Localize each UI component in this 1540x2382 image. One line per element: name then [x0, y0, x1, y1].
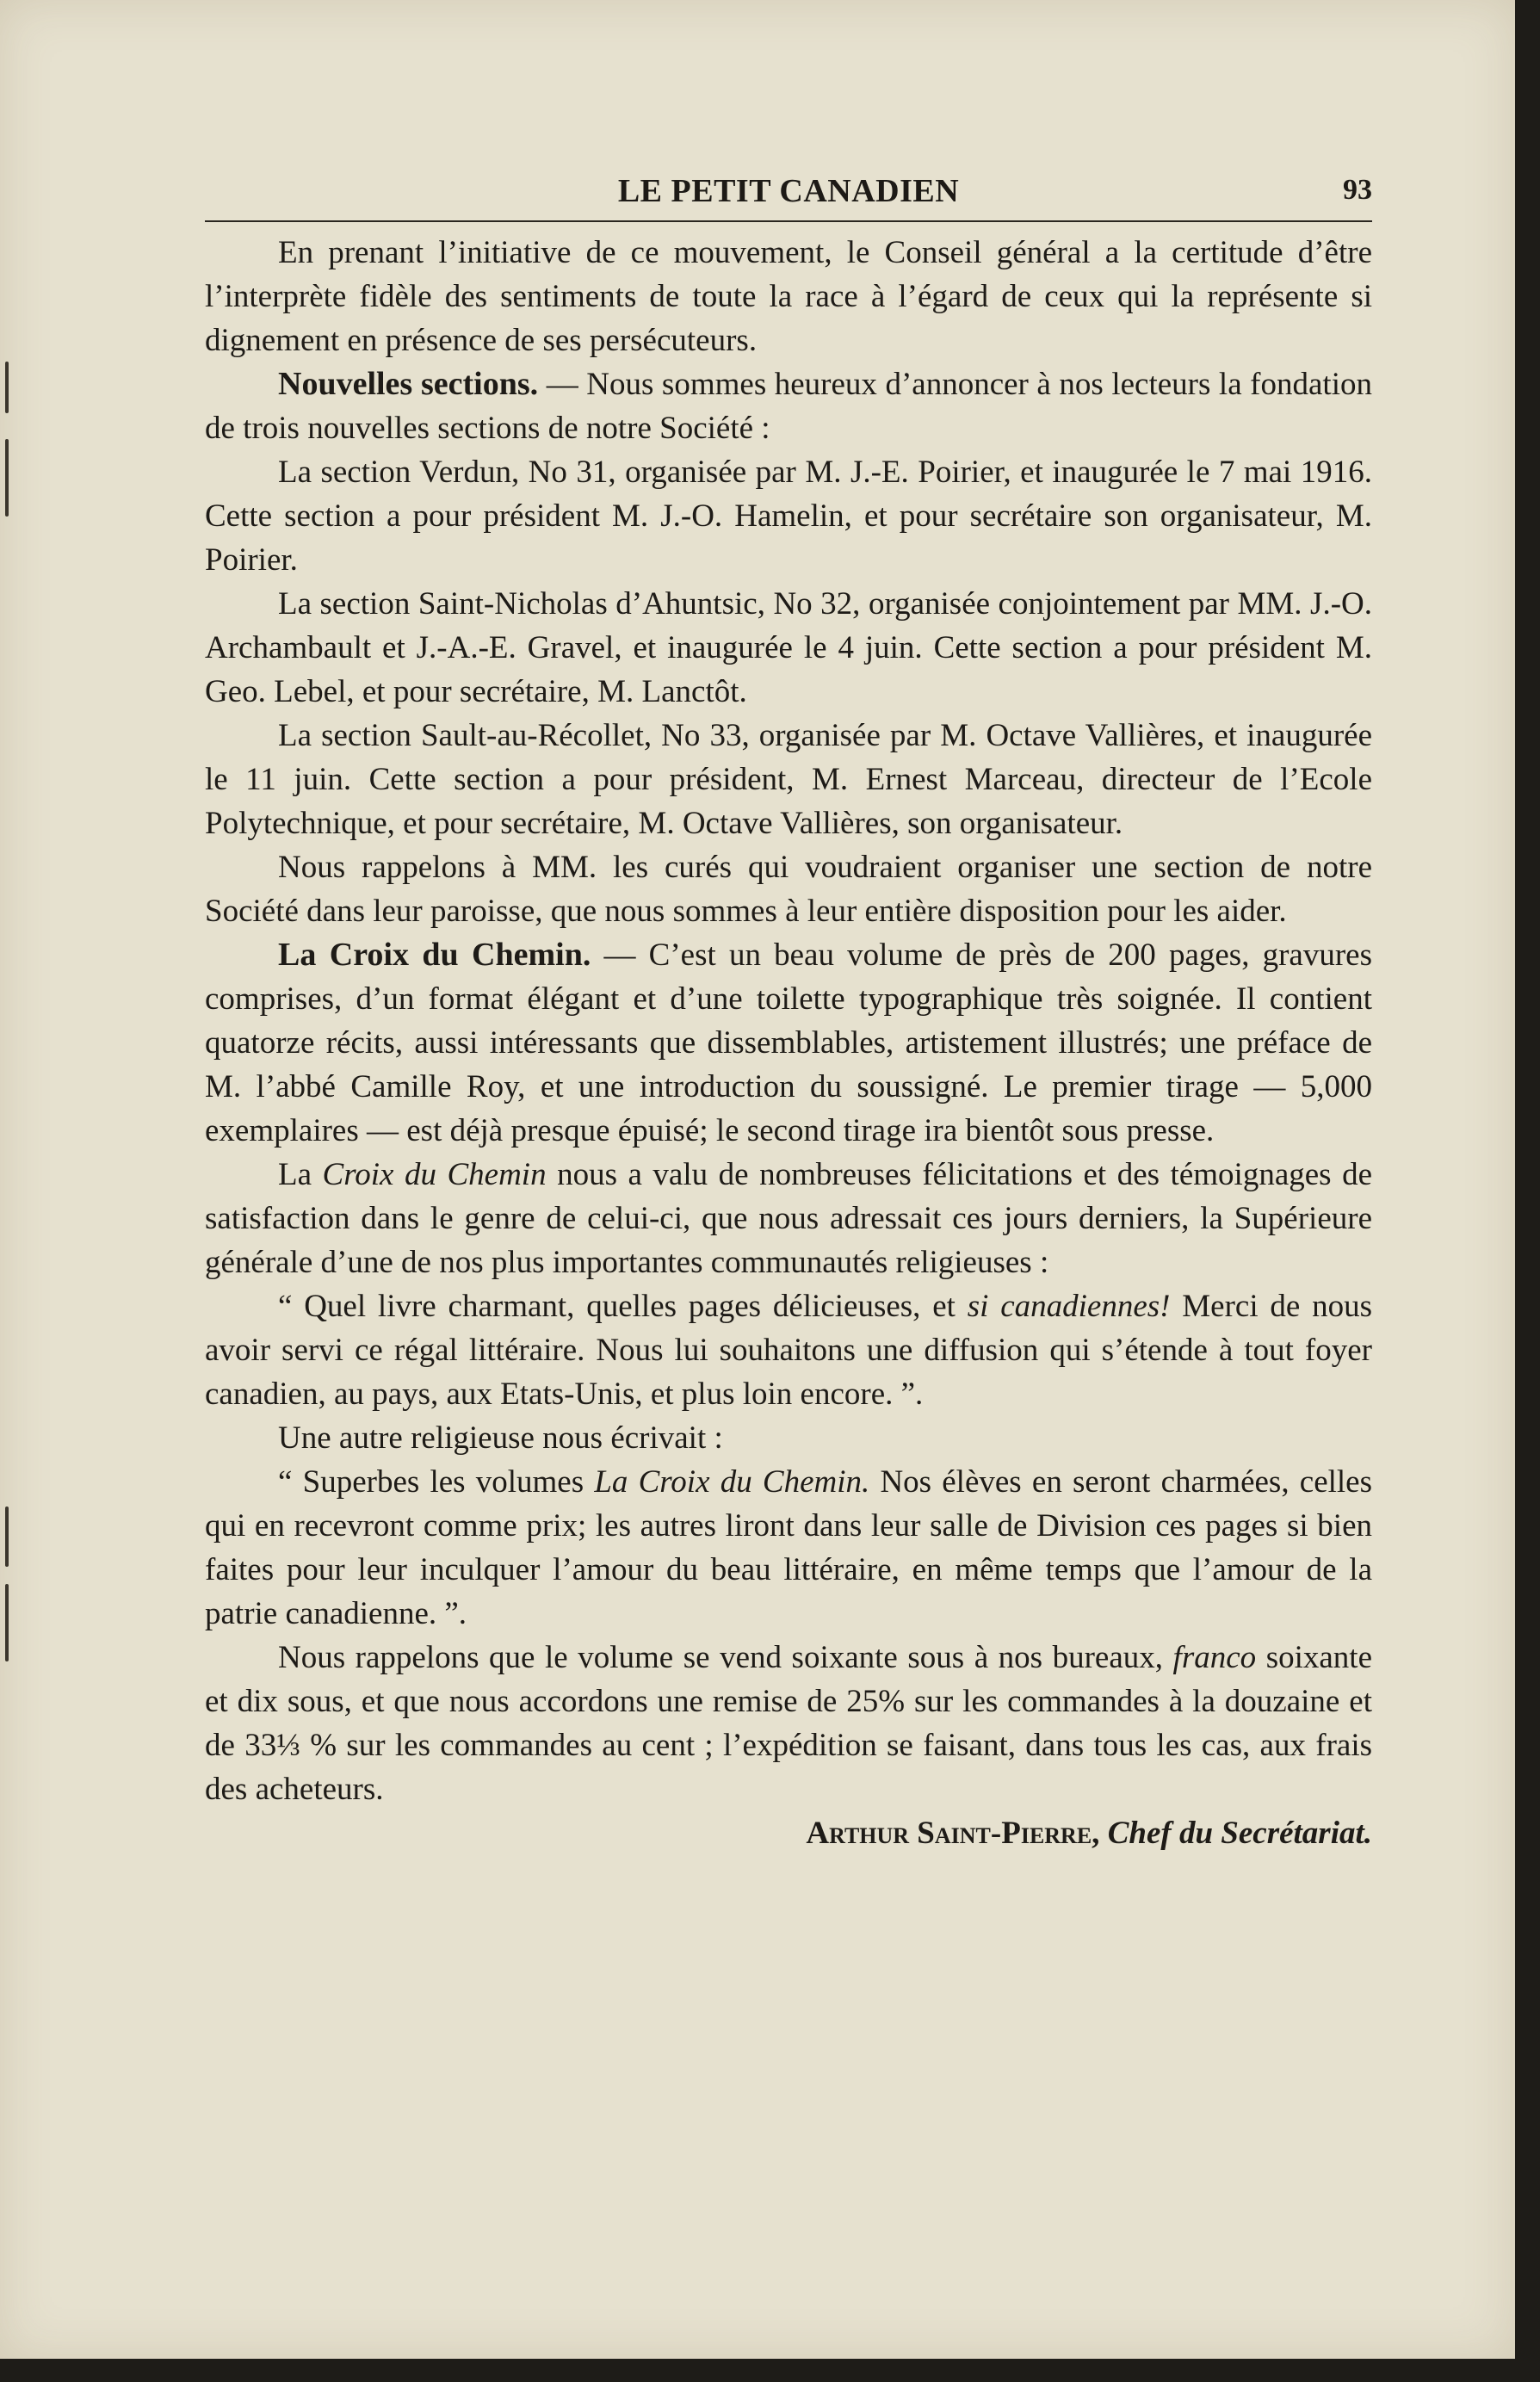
binding-mark	[5, 362, 9, 413]
paragraph-prix-vente	[205, 1636, 1372, 1811]
text-run: Nous rappelons que le volume se vend soixante sous à nos bureaux,	[278, 1640, 1173, 1675]
section-heading-croix-du-chemin: La Croix du Chemin.	[278, 937, 591, 973]
emphasis: si canadiennes!	[967, 1289, 1171, 1324]
article-body	[205, 231, 1372, 1855]
signature	[205, 1811, 1372, 1855]
text-run: Nos élèves en seront charmées, celles qui en recevront comme prix; les autres liront dans leur salle de Division ces pages si bien faites pour leur inculquer l’amour du beau littéraire, en même temps que l’amour de la patrie canadienne. ”.	[205, 1464, 1372, 1631]
binding-mark	[5, 1584, 9, 1661]
running-head	[205, 164, 1372, 215]
emphasis: franco	[1172, 1640, 1257, 1675]
paragraph-croix-du-chemin	[205, 933, 1372, 1153]
book-title: La Croix du Chemin.	[594, 1464, 870, 1500]
paragraph-nouvelles-sections	[205, 362, 1372, 450]
quotation-religieuse	[205, 1460, 1372, 1636]
text-run: “ Quel livre charmant, quelles pages délicieuses, et	[278, 1289, 968, 1324]
paragraph-section-saint-nicholas: La section Saint-Nicholas d’Ahuntsic, No 32, organisée conjointement par MM. J.-O. Archambault et J.-A.-E. Gravel, et inaugurée le 4 juin. Cette section a pour président M. Geo. Lebel, et pour secrétaire, M. Lanctôt.	[205, 586, 1372, 709]
signature-name: Arthur Saint-Pierre,	[806, 1816, 1100, 1851]
text-run: soixante et dix sous, et que nous accordons une remise de 25% sur les commandes à la douzaine et de 33⅓ % sur les commandes au cent ; l’expédition se faisant, dans tous les cas, aux frais des acheteurs.	[205, 1640, 1372, 1807]
binding-mark	[5, 1507, 9, 1567]
binding-mark	[5, 439, 9, 517]
paragraph-section-sault-au-recollet: La section Sault-au-Récollet, No 33, organisée par M. Octave Vallières, et inaugurée le 11 juin. Cette section a pour président, M. Ernest Marceau, directeur de l’Ecole Polytechnique, et pour secrétaire, M. Octave Vallières, son organisateur.	[205, 718, 1372, 841]
text-run: Merci de nous avoir servi ce régal littéraire. Nous lui souhaitons une diffusion qui s’étende à tout foyer canadien, au pays, aux Etats-Unis, et plus loin encore. ”.	[205, 1289, 1373, 1412]
text-run: nous a valu de nombreuses félicitations et des témoignages de satisfaction dans le genre de celui-ci, que nous adressait ces jours derniers, la Supérieure générale d’une de nos plus importantes communautés religieuses :	[205, 1157, 1372, 1280]
signature-role: Chef du Secrétariat.	[1099, 1816, 1372, 1851]
paragraph-intro: En prenant l’initiative de ce mouvement, le Conseil général a la certitude d’être l’interprète fidèle des sentiments de toute la race à l’égard de ceux qui la représente si dignement en présence de ses persécuteurs.	[205, 235, 1372, 358]
paragraph-felicitations	[205, 1153, 1372, 1284]
text-run: La	[278, 1157, 323, 1192]
running-title: LE PETIT CANADIEN	[617, 173, 960, 209]
header-rule	[205, 220, 1372, 222]
section-heading-nouvelles-sections: Nouvelles sections.	[278, 366, 539, 402]
paragraph-autre-religieuse: Une autre religieuse nous écrivait :	[278, 1420, 723, 1456]
book-title: Croix du Chemin	[322, 1157, 547, 1192]
quotation-superieure	[205, 1284, 1372, 1416]
text-run: “ Superbes les volumes	[278, 1464, 595, 1500]
page-number: 93	[1343, 174, 1372, 206]
paragraph-section-verdun: La section Verdun, No 31, organisée par M. J.-E. Poirier, et inaugurée le 7 mai 1916. Cette section a pour président M. J.-O. Hamelin, et pour secrétaire son organisateur, M. Poirier.	[205, 455, 1372, 578]
paragraph-rappel-cures: Nous rappelons à MM. les curés qui voudraient organiser une section de notre Société dans leur paroisse, que nous sommes à leur entière disposition pour les aider.	[205, 850, 1372, 929]
section-intro-text: — Nous sommes heureux d’annoncer à nos lecteurs la fondation de trois nouvelles sections de notre Société :	[205, 367, 1372, 446]
section-intro-text: — C’est un beau volume de près de 200 pages, gravures comprises, d’un format élégant et d’une toilette typographique très soignée. Il contient quatorze récits, aussi intéressants que dissemblables, artistement illustrés; une préface de M. l’abbé Camille Roy, et une introduction du soussigné. Le premier tirage — 5,000 exemplaires — est déjà presque épuisé; le second tirage ira bientôt sous presse.	[205, 937, 1372, 1148]
